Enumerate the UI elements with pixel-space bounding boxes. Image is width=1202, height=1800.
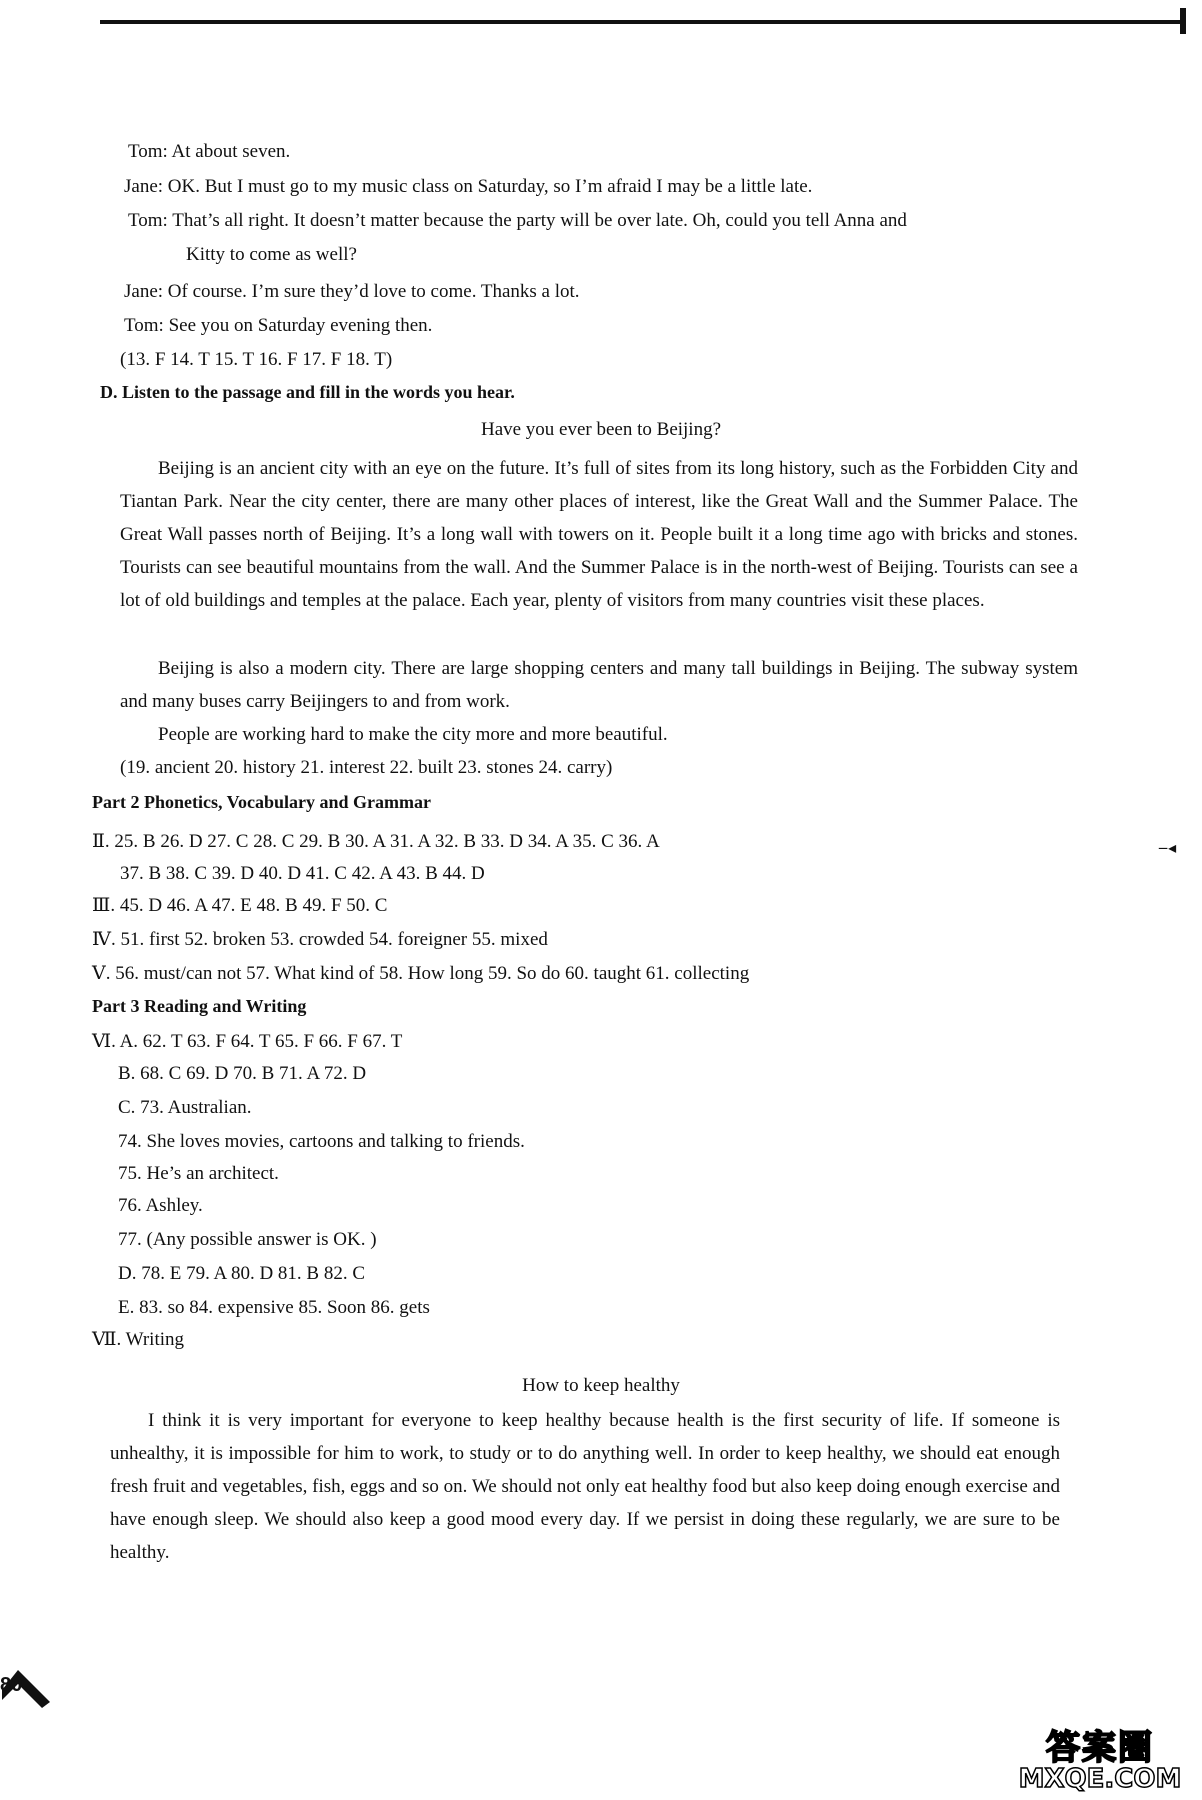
section-d-heading: D. Listen to the passage and fill in the words you hear. — [100, 382, 515, 402]
page-number: 80 — [0, 1674, 23, 1696]
answers-iii: Ⅲ. 45. D 46. A 47. E 48. B 49. F 50. C — [92, 895, 388, 916]
margin-mark-icon: ‒◂ — [1158, 838, 1177, 857]
utterance: Of course. I’m sure they’d love to come. Thanks a lot. — [167, 281, 580, 302]
writing-heading: Ⅶ. Writing — [92, 1329, 185, 1350]
answers-vi-c-75: 75. He’s an architect. — [118, 1163, 279, 1184]
answers-vi-d: D. 78. E 79. A 80. D 81. B 82. C — [118, 1263, 366, 1284]
answers-vi-c-74: 74. She loves movies, cartoons and talking to friends. — [118, 1131, 525, 1152]
utterance: See you on Saturday evening then. — [168, 315, 433, 336]
answers-vi-b: B. 68. C 69. D 70. B 71. A 72. D — [118, 1063, 367, 1084]
answers-c: (13. F 14. T 15. T 16. F 17. F 18. T) — [120, 349, 393, 370]
answers-vi-c-73: C. 73. Australian. — [118, 1097, 252, 1118]
dialogue-line-3 — [128, 209, 907, 233]
dialogue-line-6 — [124, 314, 432, 338]
dialogue-line-4 — [186, 243, 357, 267]
speaker: Tom: — [124, 315, 164, 336]
dialogue-line-5 — [124, 280, 580, 304]
passage-paragraph-1: Beijing is an ancient city with an eye on the future. It’s full of sites from its long history, such as the Forbidden City and Tiantan Park. Near the city center, there are many other places of interest, like the Great Wall and the Summer Palace. The Great Wall passes north of Beijing. It’s a long wall with towers on it. People built it a long time ago with bricks and stones. Tourists can see beautiful mountains from the wall. And the Summer Palace is in the north-west of Beijing. Tourists can see a lot of old buildings and temples at the palace. Each year, plenty of visitors from many countries visit these places. — [120, 458, 1078, 611]
dialogue-line-1 — [128, 140, 290, 164]
answers-ii-line-1: Ⅱ. 25. B 26. D 27. C 28. C 29. B 30. A 31. A 32. B 33. D 34. A 35. C 36. A — [92, 831, 660, 852]
top-rule-end — [1180, 8, 1186, 34]
speaker: Tom: — [128, 141, 168, 162]
dialogue-line-2 — [124, 175, 812, 199]
utterance: At about seven. — [171, 141, 291, 162]
utterance: OK. But I must go to my music class on Saturday, so I’m afraid I may be a little late. — [167, 176, 813, 197]
answers-d: (19. ancient 20. history 21. interest 22. built 23. stones 24. carry) — [120, 757, 613, 778]
passage-title: Have you ever been to Beijing? — [480, 419, 722, 440]
answers-iv: Ⅳ. 51. first 52. broken 53. crowded 54. foreigner 55. mixed — [92, 929, 548, 950]
utterance: That’s all right. It doesn’t matter because the party will be over late. Oh, could you tell Anna and — [172, 210, 907, 231]
essay-title: How to keep healthy — [522, 1375, 680, 1396]
speaker: Tom: — [128, 210, 168, 231]
answers-vi-a: Ⅵ. A. 62. T 63. F 64. T 65. F 66. F 67. T — [92, 1031, 403, 1052]
top-rule — [100, 20, 1182, 24]
part2-heading: Part 2 Phonetics, Vocabulary and Grammar — [92, 792, 431, 812]
passage-paragraph-2: Beijing is also a modern city. There are large shopping centers and many tall buildings in Beijing. The subway system and many buses carry Beijingers to and from work. — [120, 658, 1078, 712]
part3-heading: Part 3 Reading and Writing — [92, 996, 307, 1016]
answers-v: Ⅴ. 56. must/can not 57. What kind of 58. How long 59. So do 60. taught 61. collecting — [92, 963, 750, 984]
watermark-en: MXQE.COM — [1018, 1764, 1182, 1794]
passage-paragraph-3: People are working hard to make the city more and more beautiful. — [158, 724, 668, 745]
answers-vi-c-76: 76. Ashley. — [118, 1195, 203, 1216]
answers-vi-c-77: 77. (Any possible answer is OK. ) — [118, 1229, 377, 1250]
answers-ii-line-2: 37. B 38. C 39. D 40. D 41. C 42. A 43. B 44. D — [120, 863, 485, 884]
watermark-logo — [1010, 1720, 1190, 1796]
utterance: Kitty to come as well? — [186, 244, 357, 265]
speaker: Jane: — [124, 281, 164, 302]
speaker: Jane: — [124, 176, 164, 197]
essay-body: I think it is very important for everyone to keep healthy because health is the first security of life. If someone is unhealthy, it is impossible for him to work, to study or to do anything well. In order to keep healthy, we should eat enough fresh fruit and vegetables, fish, eggs and so on. We should not only eat healthy food but also keep doing enough exercise and have enough sleep. We should also keep a good mood every day. If we persist in doing these regularly, we are sure to be healthy. — [110, 1410, 1060, 1563]
watermark-cn: 答案圈 — [1046, 1728, 1154, 1768]
answers-vi-e: E. 83. so 84. expensive 85. Soon 86. gets — [118, 1297, 430, 1318]
